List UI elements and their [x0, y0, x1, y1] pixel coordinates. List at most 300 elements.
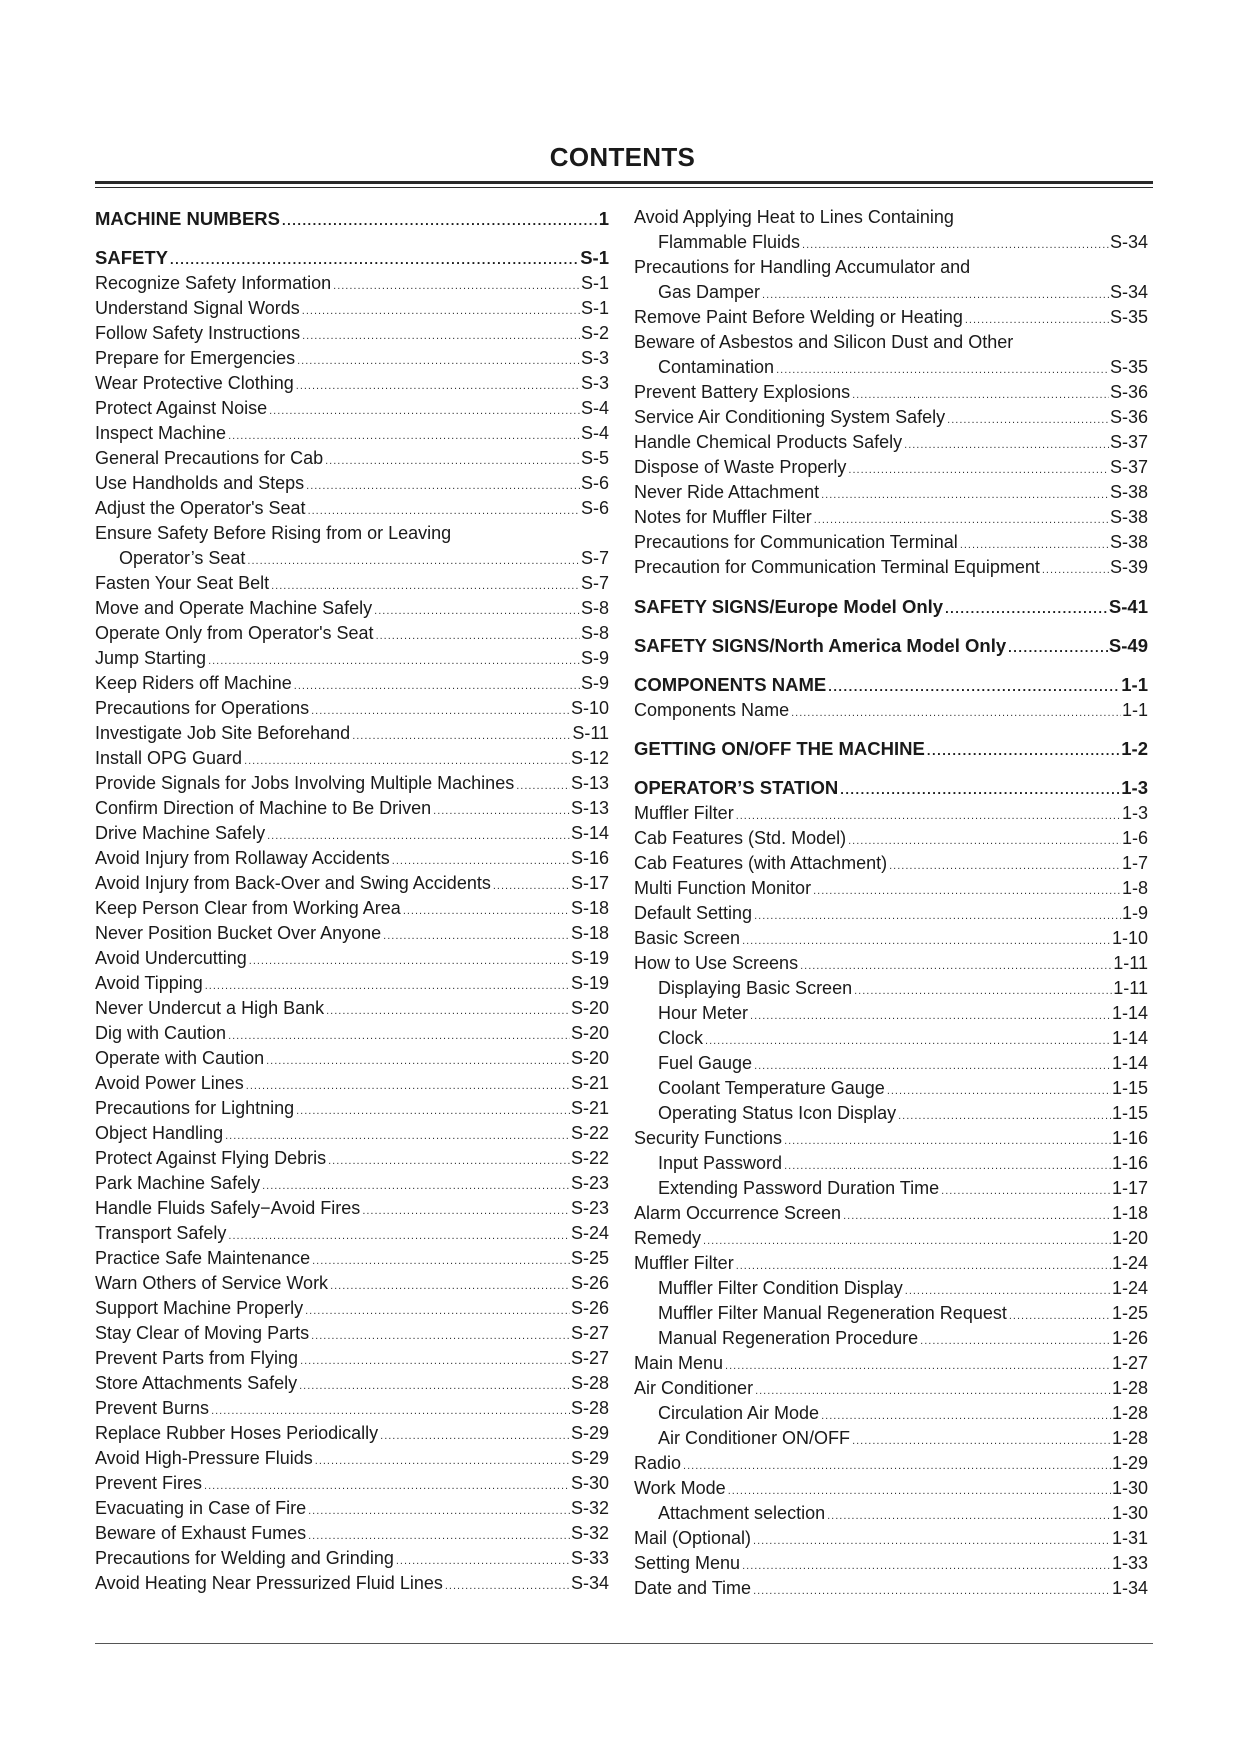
entry-title: Prevent Parts from Flying [95, 1348, 299, 1368]
toc-entry[interactable] [95, 1346, 609, 1371]
entry-title: Precautions for Lightning [95, 1098, 295, 1118]
toc-entry[interactable] [95, 1021, 609, 1046]
entry-page-number: 1-10 [1111, 928, 1148, 948]
entry-page-number: S-25 [570, 1248, 609, 1268]
toc-entry[interactable] [95, 1571, 609, 1596]
entry-page-number: S-5 [580, 448, 609, 468]
entry-title: Keep Riders off Machine [95, 673, 292, 693]
toc-entry[interactable] [634, 1101, 1148, 1126]
entry-title: Manual Regeneration Procedure [658, 1328, 919, 1348]
toc-entry[interactable] [634, 430, 1148, 455]
entry-page-number: S-38 [1109, 507, 1148, 527]
entry-title: Precautions for Communication Terminal [634, 532, 958, 552]
entry-title: Keep Person Clear from Working Area [95, 898, 401, 918]
toc-entry[interactable] [634, 1126, 1148, 1151]
entry-title: Move and Operate Machine Safely [95, 598, 373, 618]
entry-title: Investigate Job Site Beforehand [95, 723, 351, 743]
entry-page-number: S-17 [570, 873, 609, 893]
entry-page-number: S-38 [1109, 532, 1148, 552]
entry-page-number: S-38 [1109, 482, 1148, 502]
toc-entry[interactable] [634, 1051, 1148, 1076]
entry-title: Transport Safely [95, 1223, 227, 1243]
toc-entry[interactable] [95, 1046, 609, 1071]
toc-entry[interactable] [634, 1201, 1148, 1226]
entry-page-number: 1-33 [1111, 1553, 1148, 1573]
entry-page-number: 1-28 [1111, 1428, 1148, 1448]
operators-station-entries [634, 801, 1148, 1601]
entry-title: Inspect Machine [95, 423, 227, 443]
entry-page-number: S-6 [580, 498, 609, 518]
entry-page-number: S-10 [570, 698, 609, 718]
entry-title: Avoid Heating Near Pressurized Fluid Lines [95, 1573, 443, 1593]
entry-page-number: S-20 [570, 998, 609, 1018]
toc-entry[interactable] [95, 1321, 609, 1346]
footer-rule [95, 1643, 1153, 1644]
entry-page-number: S-11 [572, 723, 609, 743]
toc-entry[interactable] [95, 996, 609, 1021]
toc-entry[interactable] [95, 421, 609, 446]
entry-page-number: 1-11 [1113, 953, 1148, 973]
entry-page-number: 1-24 [1111, 1253, 1148, 1273]
entry-page-number: S-28 [570, 1398, 609, 1418]
toc-entry[interactable] [95, 821, 609, 846]
entry-title: Attachment selection [658, 1503, 826, 1523]
entry-page-number: 1-16 [1111, 1128, 1148, 1148]
entry-page-number: S-37 [1109, 432, 1148, 452]
toc-entry[interactable] [95, 1496, 609, 1521]
entry-title: Service Air Conditioning System Safely [634, 407, 946, 427]
entry-page-number: 1-15 [1111, 1078, 1148, 1098]
entry-title: Basic Screen [634, 928, 741, 948]
entry-title: Practice Safe Maintenance [95, 1248, 311, 1268]
toc-entry[interactable] [95, 1096, 609, 1121]
entry-page-number: 1-34 [1111, 1578, 1148, 1598]
toc-entry[interactable] [634, 405, 1148, 430]
entry-title: How to Use Screens [634, 953, 799, 973]
entry-title: Avoid Tipping [95, 973, 203, 993]
entry-page-number: S-32 [570, 1523, 609, 1543]
toc-entry[interactable] [634, 1026, 1148, 1051]
toc-entry[interactable] [95, 1221, 609, 1246]
toc-entry[interactable] [95, 671, 609, 696]
entry-page-number: S-29 [570, 1423, 609, 1443]
entry-title: Drive Machine Safely [95, 823, 266, 843]
entry-title: Prevent Fires [95, 1473, 203, 1493]
toc-entry[interactable] [95, 1196, 609, 1221]
safety-entries [95, 271, 609, 521]
entry-title: Evacuating in Case of Fire [95, 1498, 307, 1518]
entry-title: Setting Menu [634, 1553, 741, 1573]
toc-entry[interactable] [95, 696, 609, 721]
toc-entry[interactable] [95, 1296, 609, 1321]
entry-page-number: S-21 [570, 1073, 609, 1093]
entry-title: Precautions for Operations [95, 698, 310, 718]
toc-entry[interactable] [634, 1076, 1148, 1101]
toc-entry[interactable] [634, 851, 1148, 876]
entry-title: Air Conditioner ON/OFF [658, 1428, 851, 1448]
entry-page-number: S-27 [570, 1323, 609, 1343]
entry-page-number: S-36 [1109, 382, 1148, 402]
entry-title: Extending Password Duration Time [658, 1178, 940, 1198]
entry-page-number: S-28 [570, 1373, 609, 1393]
entry-page-number: S-20 [570, 1023, 609, 1043]
toc-entry[interactable] [95, 846, 609, 871]
entry-page-number: S-13 [570, 773, 609, 793]
toc-entry[interactable] [634, 1501, 1148, 1526]
entry-title: Object Handling [95, 1123, 224, 1143]
entry-page-number: 1-14 [1111, 1003, 1148, 1023]
toc-entry[interactable] [95, 596, 609, 621]
toc-entry[interactable] [634, 1226, 1148, 1251]
toc-heading-getting-on-off[interactable]: GETTING ON/OFF THE MACHINE ..... 1-2 [634, 735, 1148, 762]
toc-entry[interactable] [95, 921, 609, 946]
toc-entry[interactable] [634, 1376, 1148, 1401]
toc-entry[interactable] [634, 1426, 1148, 1451]
entry-title: Operate with Caution [95, 1048, 265, 1068]
entry-title: Cab Features (with Attachment) [634, 853, 888, 873]
safety-entries-right [634, 380, 1148, 580]
entry-page-number: 1-29 [1111, 1453, 1148, 1473]
entry-title: Dispose of Waste Properly [634, 457, 847, 477]
toc-entry[interactable] [95, 721, 609, 746]
entry-title: Mail (Optional) [634, 1528, 752, 1548]
entry-title: Confirm Direction of Machine to Be Driven [95, 798, 432, 818]
entry-title: Wear Protective Clothing [95, 373, 294, 393]
entry-page-number: S-24 [570, 1223, 609, 1243]
entry-title: Notes for Muffler Filter [634, 507, 812, 527]
entry-title: Avoid Undercutting [95, 948, 247, 968]
entry-page-number: 1-6 [1121, 828, 1148, 848]
entry-title: Muffler Filter Manual Regeneration Request [658, 1303, 1007, 1323]
entry-title: Handle Fluids Safely−Avoid Fires [95, 1198, 361, 1218]
entry-title: Fuel Gauge [658, 1053, 753, 1073]
toc-entry[interactable] [95, 946, 609, 971]
toc-entry-asbestos-line2[interactable]: Contamination ..... S-35 [634, 355, 1148, 380]
toc-entry[interactable] [634, 1001, 1148, 1026]
entry-page-number: 1-7 [1121, 853, 1148, 873]
entry-page-number: S-1 [580, 298, 609, 318]
entry-page-number: S-26 [570, 1298, 609, 1318]
entry-page-number: 1-30 [1111, 1503, 1148, 1523]
entry-page-number: S-27 [570, 1348, 609, 1368]
entry-title: Never Undercut a High Bank [95, 998, 325, 1018]
entry-page-number: S-3 [580, 373, 609, 393]
toc-entry[interactable] [634, 1526, 1148, 1551]
entry-page-number: S-32 [570, 1498, 609, 1518]
toc-entry[interactable] [634, 1151, 1148, 1176]
entry-page-number: 1-14 [1111, 1053, 1148, 1073]
entry-page-number: S-36 [1109, 407, 1148, 427]
toc-entry[interactable] [634, 1301, 1148, 1326]
entry-page-number: S-8 [580, 598, 609, 618]
entry-title: Prevent Battery Explosions [634, 382, 851, 402]
safety-entries-2 [95, 571, 609, 1596]
entry-title: Displaying Basic Screen [658, 978, 853, 998]
contents-left-column [95, 205, 609, 1596]
toc-entry[interactable] [634, 1551, 1148, 1576]
title-rule-thin [95, 187, 1153, 188]
entry-title: Precautions for Welding and Grinding [95, 1548, 394, 1568]
entry-page-number: S-30 [570, 1473, 609, 1493]
entry-title: Avoid Power Lines [95, 1073, 244, 1093]
toc-entry-rising-line1[interactable]: Ensure Safety Before Rising from or Leaving [95, 523, 452, 543]
entry-title: General Precautions for Cab [95, 448, 324, 468]
entry-page-number: S-6 [580, 473, 609, 493]
entry-title: Default Setting [634, 903, 753, 923]
toc-entry[interactable] [634, 876, 1148, 901]
toc-entry[interactable] [634, 1401, 1148, 1426]
entry-page-number: S-9 [580, 673, 609, 693]
toc-entry[interactable] [634, 1326, 1148, 1351]
toc-entry[interactable] [95, 1121, 609, 1146]
entry-title: Install OPG Guard [95, 748, 243, 768]
entry-title: Park Machine Safely [95, 1173, 261, 1193]
entry-title: Prevent Burns [95, 1398, 210, 1418]
toc-entry[interactable] [95, 271, 609, 296]
toc-entry-accumulator-line1[interactable]: Precautions for Handling Accumulator and [634, 257, 971, 277]
entry-title: Adjust the Operator's Seat [95, 498, 306, 518]
entry-page-number: S-23 [570, 1173, 609, 1193]
contents-right-column [634, 205, 1148, 1601]
toc-entry-rising-line2[interactable]: Operator’s Seat ..... S-7 [95, 546, 609, 571]
entry-title: Provide Signals for Jobs Involving Multiple Machines [95, 773, 515, 793]
entry-title: Handle Chemical Products Safely [634, 432, 903, 452]
toc-entry[interactable] [95, 371, 609, 396]
entry-title: Avoid High-Pressure Fluids [95, 1448, 313, 1468]
toc-entry[interactable] [634, 1476, 1148, 1501]
toc-entry[interactable] [634, 1576, 1148, 1601]
toc-heading-safety[interactable]: SAFETY ..... S-1 [95, 244, 609, 271]
toc-entry[interactable] [95, 1171, 609, 1196]
entry-page-number: S-18 [570, 898, 609, 918]
entry-title: Jump Starting [95, 648, 207, 668]
entry-page-number: 1-17 [1111, 1178, 1148, 1198]
toc-entry-accumulator-line2[interactable]: Gas Damper ..... S-34 [634, 280, 1148, 305]
entry-title: Date and Time [634, 1578, 752, 1598]
entry-title: Avoid Injury from Back-Over and Swing Accidents [95, 873, 491, 893]
entry-title: Prepare for Emergencies [95, 348, 296, 368]
entry-title: Remedy [634, 1228, 702, 1248]
toc-entry[interactable] [95, 871, 609, 896]
entry-title: Stay Clear of Moving Parts [95, 1323, 310, 1343]
entry-title: Never Position Bucket Over Anyone [95, 923, 382, 943]
toc-entry[interactable] [634, 480, 1148, 505]
entry-page-number: S-22 [570, 1123, 609, 1143]
entry-page-number: S-3 [580, 348, 609, 368]
toc-heading-machine-numbers[interactable]: MACHINE NUMBERS ..... 1 [95, 205, 609, 232]
toc-heading-operators-station[interactable]: OPERATOR’S STATION ..... 1-3 [634, 774, 1148, 801]
toc-entry[interactable] [95, 1446, 609, 1471]
entry-title: Protect Against Flying Debris [95, 1148, 327, 1168]
entry-title: Main Menu [634, 1353, 724, 1373]
toc-entry[interactable] [95, 496, 609, 521]
toc-entry[interactable] [95, 746, 609, 771]
toc-entry[interactable] [95, 346, 609, 371]
entry-page-number: S-7 [580, 573, 609, 593]
entry-page-number: 1-20 [1111, 1228, 1148, 1248]
toc-entry[interactable] [95, 1146, 609, 1171]
toc-entry[interactable] [95, 296, 609, 321]
entry-page-number: S-20 [570, 1048, 609, 1068]
toc-entry[interactable] [634, 380, 1148, 405]
entry-page-number: S-12 [570, 748, 609, 768]
entry-title: Store Attachments Safely [95, 1373, 298, 1393]
entry-title: Support Machine Properly [95, 1298, 304, 1318]
toc-entry[interactable] [95, 1521, 609, 1546]
entry-title: Alarm Occurrence Screen [634, 1203, 842, 1223]
entry-page-number: 1-26 [1111, 1328, 1148, 1348]
entry-title: Muffler Filter Condition Display [658, 1278, 903, 1298]
toc-heading-safety-signs-north-america[interactable]: SAFETY SIGNS/North America Model Only ..... S-49 [634, 632, 1148, 659]
entry-page-number: S-23 [570, 1198, 609, 1218]
entry-page-number: S-16 [570, 848, 609, 868]
toc-entry[interactable] [95, 1271, 609, 1296]
entry-title: Security Functions [634, 1128, 783, 1148]
entry-title: Hour Meter [658, 1003, 749, 1023]
toc-heading-safety-signs-europe[interactable]: SAFETY SIGNS/Europe Model Only ..... S-41 [634, 593, 1148, 620]
toc-entry[interactable] [634, 1451, 1148, 1476]
entry-page-number: S-39 [1109, 557, 1148, 577]
title-rule-thick [95, 181, 1153, 184]
toc-entry[interactable] [634, 1276, 1148, 1301]
entry-title: Recognize Safety Information [95, 273, 332, 293]
entry-page-number: S-33 [570, 1548, 609, 1568]
toc-entry[interactable] [634, 1351, 1148, 1376]
toc-entry-remove-paint[interactable]: Remove Paint Before Welding or Heating ..... S-35 [634, 305, 1148, 330]
entry-page-number: S-22 [570, 1148, 609, 1168]
toc-entry[interactable] [95, 1246, 609, 1271]
entry-page-number: 1-30 [1111, 1478, 1148, 1498]
entry-page-number: 1-25 [1111, 1303, 1148, 1323]
toc-entry[interactable] [634, 926, 1148, 951]
toc-entry[interactable] [634, 901, 1148, 926]
entry-page-number: S-1 [580, 273, 609, 293]
toc-entry[interactable] [95, 321, 609, 346]
toc-entry[interactable] [95, 796, 609, 821]
entry-page-number: 1-31 [1111, 1528, 1148, 1548]
entry-page-number: S-19 [570, 948, 609, 968]
entry-page-number: S-21 [570, 1098, 609, 1118]
toc-entry[interactable] [95, 771, 609, 796]
entry-page-number: 1-27 [1111, 1353, 1148, 1373]
page-title: CONTENTS [549, 142, 696, 172]
entry-title: Work Mode [634, 1478, 726, 1498]
entry-title: Beware of Exhaust Fumes [95, 1523, 307, 1543]
toc-entry[interactable] [634, 1251, 1148, 1276]
entry-page-number: S-14 [570, 823, 609, 843]
entry-title: Clock [658, 1028, 704, 1048]
toc-entry[interactable] [634, 976, 1148, 1001]
toc-entry[interactable] [95, 1371, 609, 1396]
entry-title: Understand Signal Words [95, 298, 300, 318]
entry-page-number: S-8 [580, 623, 609, 643]
entry-page-number: 1-15 [1111, 1103, 1148, 1123]
entry-page-number: 1-11 [1113, 978, 1148, 998]
toc-entry[interactable] [634, 1176, 1148, 1201]
toc-entry[interactable] [634, 951, 1148, 976]
entry-title: Fasten Your Seat Belt [95, 573, 270, 593]
toc-entry[interactable] [95, 1546, 609, 1571]
entry-page-number: S-2 [580, 323, 609, 343]
toc-entry-asbestos-line1[interactable]: Beware of Asbestos and Silicon Dust and Other [634, 332, 1014, 352]
toc-entry[interactable] [634, 505, 1148, 530]
entry-page-number: S-4 [580, 398, 609, 418]
entry-title: Never Ride Attachment [634, 482, 820, 502]
toc-entry-heat-line2[interactable]: Flammable Fluids ..... S-34 [634, 230, 1148, 255]
toc-heading-components-name[interactable]: COMPONENTS NAME ..... 1-1 [634, 671, 1148, 698]
entry-page-number: S-19 [570, 973, 609, 993]
entry-title: Precaution for Communication Terminal Equipment [634, 557, 1040, 577]
toc-entry-components-name[interactable]: Components Name ..... 1-1 [634, 698, 1148, 723]
entry-title: Operating Status Icon Display [658, 1103, 897, 1123]
entry-page-number: 1-8 [1121, 878, 1148, 898]
entry-title: Cab Features (Std. Model) [634, 828, 847, 848]
entry-title: Muffler Filter [634, 1253, 734, 1273]
entry-page-number: 1-24 [1111, 1278, 1148, 1298]
entry-page-number: S-29 [570, 1448, 609, 1468]
toc-entry[interactable] [95, 1471, 609, 1496]
entry-page-number: S-18 [570, 923, 609, 943]
entry-page-number: S-9 [580, 648, 609, 668]
entry-title: Coolant Temperature Gauge [658, 1078, 885, 1098]
toc-entry[interactable] [95, 396, 609, 421]
entry-title: Use Handholds and Steps [95, 473, 305, 493]
toc-entry[interactable] [634, 530, 1148, 555]
entry-page-number: 1-9 [1121, 903, 1148, 923]
entry-title: Muffler Filter [634, 803, 734, 823]
entry-title: Air Conditioner [634, 1378, 754, 1398]
entry-page-number: S-34 [570, 1573, 609, 1593]
toc-entry[interactable] [95, 896, 609, 921]
toc-entry[interactable] [634, 555, 1148, 580]
entry-page-number: 1-3 [1121, 803, 1148, 823]
toc-entry[interactable] [95, 646, 609, 671]
entry-page-number: S-26 [570, 1273, 609, 1293]
toc-entry-heat-line1[interactable]: Avoid Applying Heat to Lines Containing [634, 207, 954, 227]
entry-title: Avoid Injury from Rollaway Accidents [95, 848, 390, 868]
entry-page-number: S-4 [580, 423, 609, 443]
entry-page-number: S-13 [570, 798, 609, 818]
entry-title: Protect Against Noise [95, 398, 268, 418]
entry-page-number: 1-28 [1111, 1378, 1148, 1398]
toc-entry[interactable] [95, 1071, 609, 1096]
toc-entry[interactable] [95, 1396, 609, 1421]
toc-entry[interactable] [95, 621, 609, 646]
entry-title: Input Password [658, 1153, 783, 1173]
entry-page-number: S-37 [1109, 457, 1148, 477]
toc-entry[interactable] [634, 826, 1148, 851]
toc-entry[interactable] [95, 571, 609, 596]
entry-title: Multi Function Monitor [634, 878, 812, 898]
entry-page-number: 1-16 [1111, 1153, 1148, 1173]
entry-page-number: 1-14 [1111, 1028, 1148, 1048]
entry-title: Radio [634, 1453, 682, 1473]
toc-entry[interactable] [95, 471, 609, 496]
toc-entry[interactable] [95, 971, 609, 996]
entry-title: Circulation Air Mode [658, 1403, 820, 1423]
entry-page-number: 1-28 [1111, 1403, 1148, 1423]
toc-entry[interactable] [95, 446, 609, 471]
toc-entry[interactable] [95, 1421, 609, 1446]
entry-title: Follow Safety Instructions [95, 323, 301, 343]
entry-title: Replace Rubber Hoses Periodically [95, 1423, 379, 1443]
toc-entry[interactable] [634, 455, 1148, 480]
entry-title: Operate Only from Operator's Seat [95, 623, 374, 643]
toc-entry[interactable] [634, 801, 1148, 826]
entry-title: Warn Others of Service Work [95, 1273, 329, 1293]
entry-page-number: 1-18 [1111, 1203, 1148, 1223]
entry-title: Dig with Caution [95, 1023, 227, 1043]
